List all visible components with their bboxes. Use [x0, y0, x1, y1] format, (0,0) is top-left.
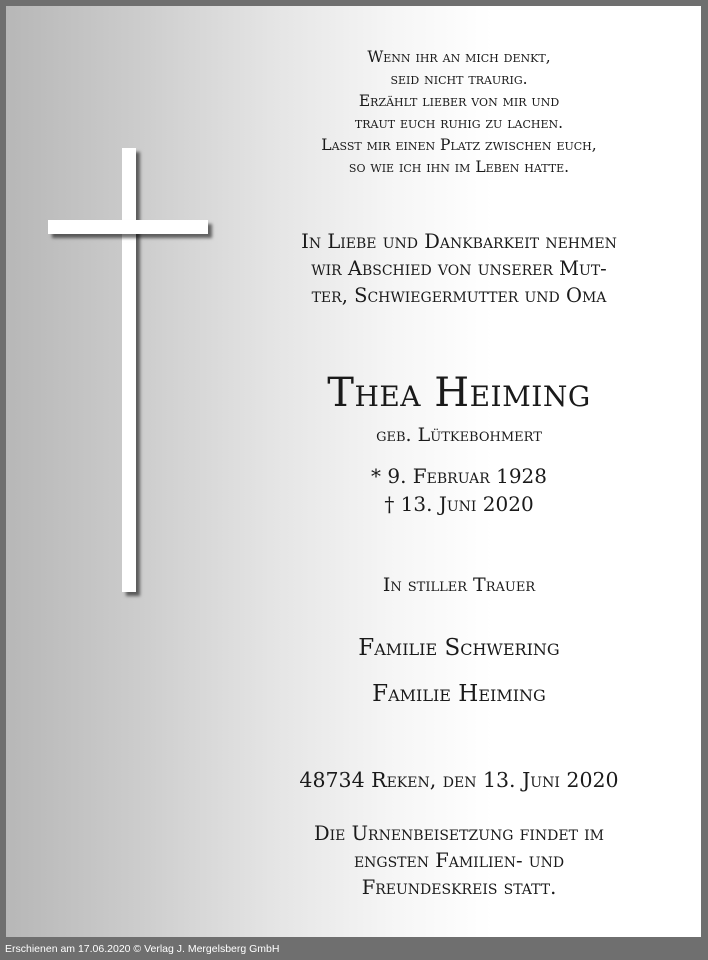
burial-line: engsten Familien- und [353, 849, 565, 872]
place-and-date: 48734 Reken, den 13. Juni 2020 [299, 768, 619, 792]
maiden-name: geb. Lütkebohmert [376, 424, 542, 446]
death-date: † 13. Juni 2020 [384, 492, 534, 516]
poem-line: so wie ich ihn im Leben hatte. [348, 158, 570, 176]
birth-date: * 9. Februar 1928 [371, 464, 547, 488]
poem-line: Wenn ihr an mich denkt, [367, 48, 551, 66]
intro-line: In Liebe und Dankbarkeit nehmen [301, 230, 617, 253]
poem-line: seid nicht traurig. [390, 70, 528, 88]
life-dates [234, 462, 684, 518]
poem-line: Erzählt lieber von mir und [358, 92, 560, 110]
intro-line: wir Abschied von unserer Mut- [311, 257, 607, 280]
deceased-name: Thea Heiming [327, 370, 591, 416]
farewell-intro [234, 228, 684, 309]
mourning-text: In stiller Trauer [382, 574, 536, 596]
poem-line: Lasst mir einen Platz zwischen euch, [321, 136, 597, 154]
burial-line: Freundeskreis statt. [361, 876, 557, 899]
mourning-families [234, 628, 684, 720]
cross-horizontal-beam [48, 220, 208, 234]
obituary-card [6, 6, 701, 937]
burial-notice [234, 820, 684, 901]
intro-line: ter, Schwiegermutter und Oma [311, 284, 607, 307]
family-name: Familie Schwering [358, 635, 560, 661]
family-name: Familie Heiming [372, 681, 546, 707]
poem-line: traut euch ruhig zu lachen. [354, 114, 564, 132]
publication-footer: Erschienen am 17.06.2020 © Verlag J. Mergelsberg GmbH [5, 943, 280, 955]
cross-vertical-beam [122, 148, 136, 592]
burial-line: Die Urnenbeisetzung findet im [314, 822, 604, 845]
poem [234, 46, 684, 178]
